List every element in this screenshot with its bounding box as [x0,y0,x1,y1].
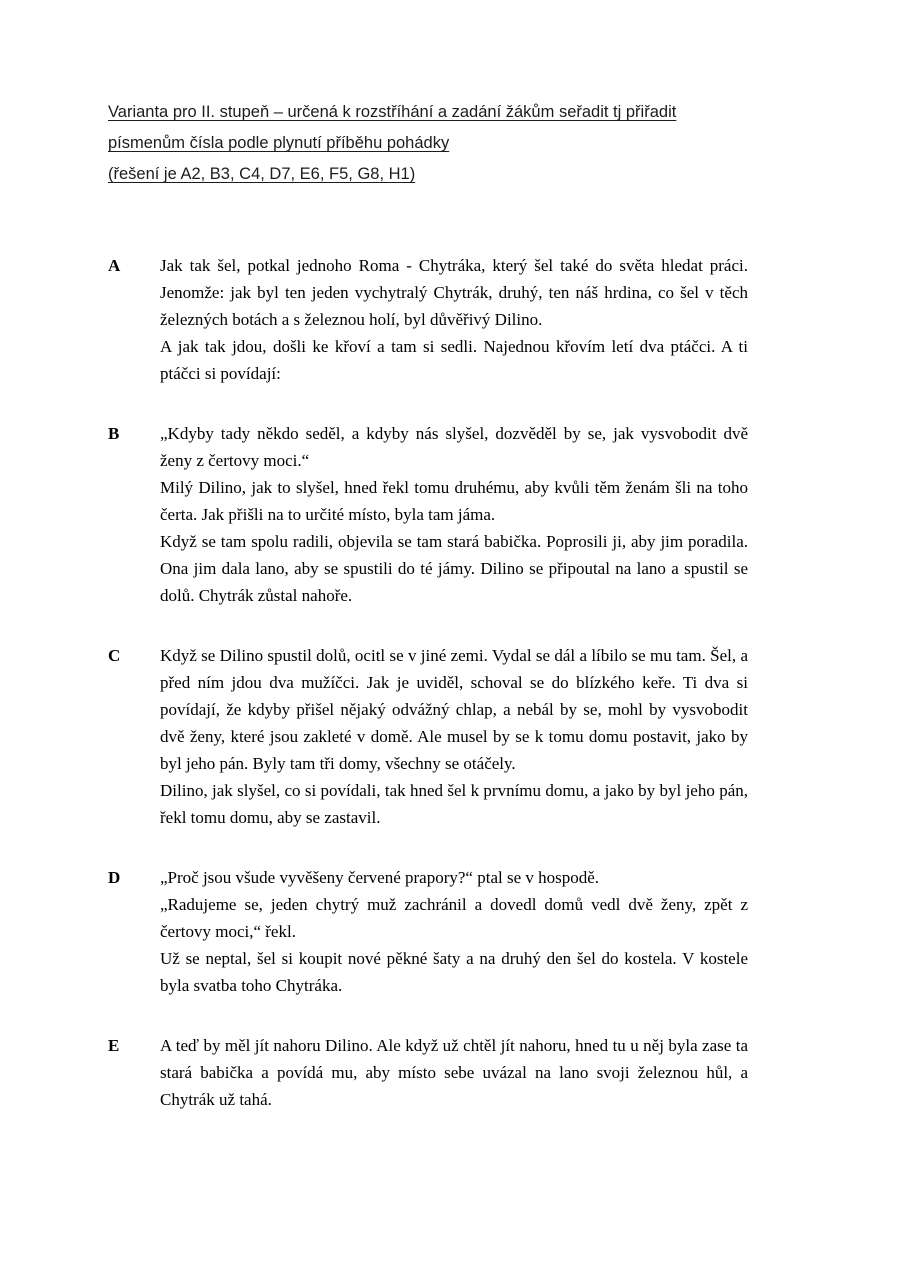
paragraph: A teď by měl jít nahoru Dilino. Ale když už chtěl jít nahoru, hned tu u něj byla zase ta stará babička a povídá mu, aby místo sebe uvázal na lano svoji železnou hůl, a Chytrák už tahá. [160,1036,748,1109]
document-header [108,97,850,190]
paragraph: Dilino, jak slyšel, co si povídali, tak hned šel k prvnímu domu, a jako by byl jeho pán, řekl tomu domu, aby se zastavil. [160,781,748,827]
section-d [108,864,748,999]
paragraph: „Radujeme se, jeden chytrý muž zachránil a dovedl domů vedl dvě ženy, zpět z čertovy moci,“ řekl. [160,895,748,941]
section-e-letter: E [108,1036,120,1055]
header-line-1-text: Varianta pro II. stupeň – určená k rozstříhání a zadání žákům seřadit tj přiřadit [108,103,677,121]
section-a-letter: A [108,256,121,275]
story-sections [108,252,748,1113]
paragraph: A jak tak jdou, došli ke křoví a tam si sedli. Najednou křovím letí dva ptáčci. A ti ptáčci si povídají: [160,337,748,383]
header-line-3-text: (řešení je A2, B3, C4, D7, E6, F5, G8, H1) [108,165,416,183]
section-c-body [160,642,748,831]
paragraph: Jak tak šel, potkal jednoho Roma - Chytráka, který šel také do světa hledat práci. Jenomže: jak byl ten jeden vychytralý Chytrák, druhý, ten náš hrdina, co šel v těch železných botách a s železnou holí, byl důvěřivý Dilino. [160,256,748,329]
paragraph: „Kdyby tady někdo seděl, a kdyby nás slyšel, dozvěděl by se, jak vysvobodit dvě ženy z čertovy moci.“ [160,424,748,470]
section-b-body [160,420,748,609]
paragraph: Když se Dilino spustil dolů, ocitl se v jiné zemi. Vydal se dál a líbilo se mu tam. Šel, a před ním jdou dva mužíčci. Jak je uviděl, schoval se do blízkého keře. Ti dva si povídají, že kdyby přišel nějaký odvážný chlap, a nebál by se, mohl by vysvobodit dvě ženy, které jsou zakleté v domě. Ale musel by se k tomu domu postavit, jako by byl jeho pán. Byly tam tři domy, všechny se otáčely. [160,646,748,773]
paragraph: Když se tam spolu radili, objevila se tam stará babička. Poprosili ji, aby jim poradila. Ona jim dala lano, aby se spustili do té jámy. Dilino se připoutal na lano a spustil se dolů. Chytrák zůstal nahoře. [160,532,748,605]
section-c [108,642,748,831]
section-e [108,1032,748,1113]
paragraph: „Proč jsou všude vyvěšeny červené prapory?“ ptal se v hospodě. [160,868,600,887]
section-e-body [160,1032,748,1113]
header-line [108,97,850,128]
paragraph: Už se neptal, šel si koupit nové pěkné šaty a na druhý den šel do kostela. V kostele byla svatba toho Chytráka. [160,949,748,995]
section-c-letter: C [108,646,121,665]
section-b [108,420,748,609]
section-d-body [160,864,748,999]
section-d-letter: D [108,868,121,887]
section-b-letter: B [108,424,120,443]
section-a [108,252,748,387]
header-line-2-text: písmenům čísla podle plynutí příběhu pohádky [108,134,450,152]
header-line [108,128,850,159]
header-line [108,159,850,190]
section-a-body [160,252,748,387]
paragraph: Milý Dilino, jak to slyšel, hned řekl tomu druhému, aby kvůli těm ženám šli na toho čerta. Jak přišli na to určité místo, byla tam jáma. [160,478,748,524]
